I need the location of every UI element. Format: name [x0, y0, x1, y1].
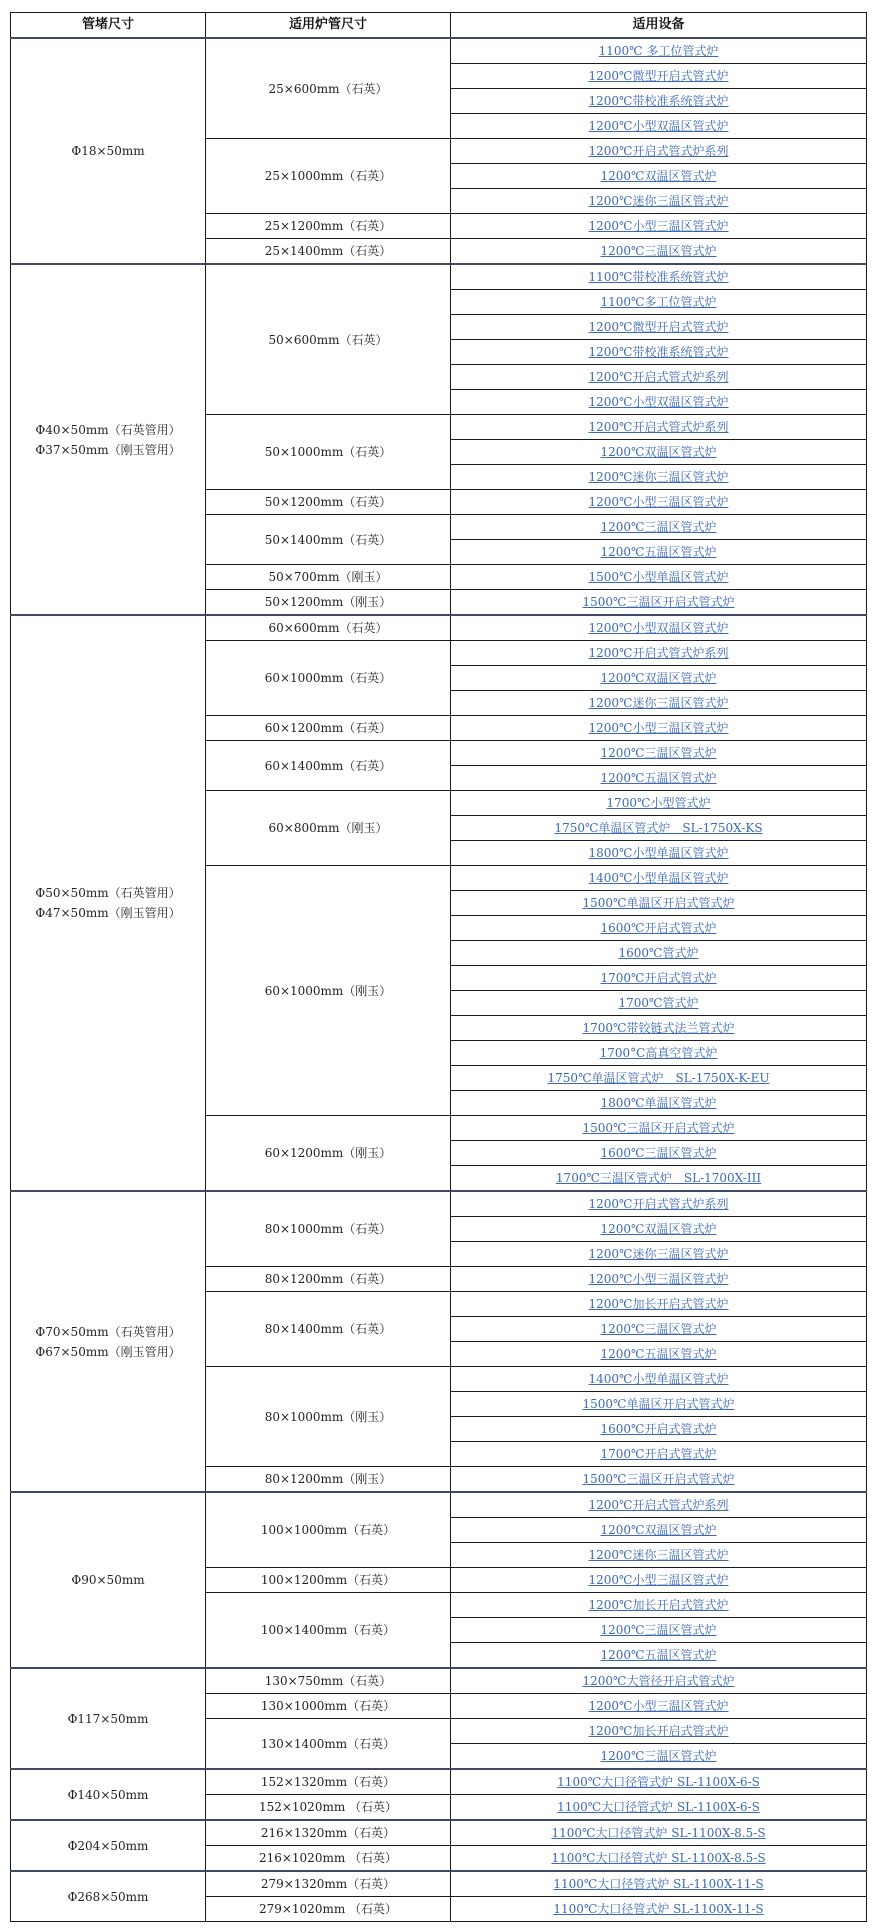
device-cell [451, 1066, 867, 1091]
table-row [11, 1668, 867, 1694]
device-link[interactable]: 1200℃双温区管式炉 [600, 445, 717, 459]
device-cell [451, 1141, 867, 1166]
device-cell [451, 691, 867, 716]
plug-size-label: Φ117×50mm [67, 1711, 149, 1726]
device-cell [451, 866, 867, 891]
device-cell [451, 766, 867, 791]
device-link[interactable]: 1700℃小型管式炉 [606, 796, 711, 810]
tube-size-cell: 80×1200mm（石英） [206, 1267, 451, 1292]
device-cell [451, 315, 867, 340]
tube-size-cell: 25×1200mm（石英） [206, 214, 451, 239]
device-link[interactable]: 1700°C高真空管式炉 [599, 1046, 718, 1060]
device-cell [451, 1041, 867, 1066]
device-cell [451, 816, 867, 841]
device-link[interactable]: 1400℃小型单温区管式炉 [588, 1372, 729, 1386]
tube-size-cell: 60×1000mm（刚玉） [206, 866, 451, 1116]
tube-size-cell: 50×1200mm（刚玉） [206, 590, 451, 616]
device-cell [451, 1217, 867, 1242]
device-link[interactable]: 1100℃大口径管式炉 SL-1100X-6-S [557, 1775, 760, 1789]
tube-size-cell: 100×1200mm（石英） [206, 1568, 451, 1593]
tube-size-cell: 130×1400mm（石英） [206, 1719, 451, 1770]
table-row [11, 264, 867, 290]
device-cell [451, 1643, 867, 1669]
tube-size-cell: 60×1200mm（刚玉） [206, 1116, 451, 1192]
device-cell [451, 1091, 867, 1116]
device-link[interactable]: 1600℃管式炉 [618, 946, 699, 960]
device-cell [451, 38, 867, 64]
device-cell [451, 1417, 867, 1442]
device-cell [451, 1897, 867, 1922]
device-link[interactable]: 1200℃开启式管式炉系列 [588, 370, 729, 384]
device-link[interactable]: 1500℃三温区开启式管式炉 [582, 1121, 735, 1135]
device-link[interactable]: 1200℃开启式管式炉系列 [588, 1197, 729, 1211]
compatibility-table [10, 12, 867, 1922]
tube-size-cell: 25×1400mm（石英） [206, 239, 451, 265]
tube-size-cell: 100×1000mm（石英） [206, 1492, 451, 1568]
device-cell [451, 1367, 867, 1392]
device-link[interactable]: 1200℃小型双温区管式炉 [588, 395, 729, 409]
device-link[interactable]: 1500℃单温区开启式管式炉 [582, 1397, 735, 1411]
device-cell [451, 615, 867, 641]
device-cell [451, 490, 867, 515]
device-cell [451, 1292, 867, 1317]
device-cell [451, 641, 867, 666]
device-cell [451, 1166, 867, 1192]
device-cell [451, 390, 867, 415]
device-link[interactable]: 1200℃开启式管式炉系列 [588, 646, 729, 660]
plug-size-cell [11, 1492, 206, 1668]
plug-size-cell [11, 1871, 206, 1922]
device-cell [451, 1744, 867, 1770]
device-cell [451, 716, 867, 741]
device-cell [451, 1317, 867, 1342]
tube-size-cell: 50×700mm（刚玉） [206, 565, 451, 590]
device-cell [451, 264, 867, 290]
device-link[interactable]: 1200℃三温区管式炉 [600, 1322, 717, 1336]
plug-size-cell [11, 38, 206, 264]
device-cell [451, 1518, 867, 1543]
device-link[interactable]: 1200℃带校准系统管式炉 [588, 94, 729, 108]
device-cell [451, 1392, 867, 1417]
device-cell [451, 741, 867, 766]
device-link[interactable]: 1200℃双温区管式炉 [600, 1523, 717, 1537]
tube-size-cell: 80×1200mm（刚玉） [206, 1467, 451, 1493]
tube-size-cell: 279×1320mm（石英） [206, 1871, 451, 1897]
tube-size-cell: 216×1320mm（石英） [206, 1820, 451, 1846]
tube-size-cell: 50×1200mm（石英） [206, 490, 451, 515]
device-link[interactable]: 1500℃小型单温区管式炉 [588, 570, 729, 584]
device-cell [451, 1016, 867, 1041]
device-cell [451, 1342, 867, 1367]
device-link[interactable]: 1200℃小型三温区管式炉 [588, 721, 729, 735]
device-cell [451, 941, 867, 966]
device-link[interactable]: 1200℃大管径开启式管式炉 [582, 1674, 735, 1688]
device-cell [451, 1795, 867, 1821]
plug-size-label: Φ37×50mm（刚玉管用） [35, 442, 181, 457]
device-cell [451, 415, 867, 440]
device-link[interactable]: 1100℃大口径管式炉 SL-1100X-11-S [553, 1877, 764, 1891]
table-body [11, 38, 867, 1922]
header-row [11, 13, 867, 39]
device-cell [451, 89, 867, 114]
device-cell [451, 590, 867, 616]
device-link[interactable]: 1200℃五温区管式炉 [600, 1648, 717, 1662]
device-cell [451, 841, 867, 866]
device-cell [451, 991, 867, 1016]
device-cell [451, 666, 867, 691]
device-link[interactable]: 1200℃带校准系统管式炉 [588, 345, 729, 359]
tube-size-cell: 279×1020mm （石英） [206, 1897, 451, 1922]
device-cell [451, 340, 867, 365]
plug-size-cell [11, 615, 206, 1191]
device-cell [451, 114, 867, 139]
device-link[interactable]: 1200℃双温区管式炉 [600, 671, 717, 685]
plug-size-cell [11, 1191, 206, 1492]
device-link[interactable]: 1500℃三温区开启式管式炉 [582, 1472, 735, 1486]
plug-size-label: Φ140×50mm [67, 1787, 149, 1802]
device-cell [451, 189, 867, 214]
device-cell [451, 1668, 867, 1694]
device-link[interactable]: 1200℃五温区管式炉 [600, 771, 717, 785]
tube-size-cell: 80×1000mm（刚玉） [206, 1367, 451, 1467]
device-cell [451, 791, 867, 816]
plug-size-cell [11, 1769, 206, 1820]
tube-size-cell: 130×1000mm（石英） [206, 1694, 451, 1719]
device-link[interactable]: 1200℃迷你三温区管式炉 [588, 194, 729, 208]
tube-size-cell: 25×600mm（石英） [206, 38, 451, 139]
device-link[interactable]: 1100℃带校准系统管式炉 [588, 270, 729, 284]
tube-size-cell: 216×1020mm （石英） [206, 1846, 451, 1872]
table-row [11, 1191, 867, 1217]
tube-size-cell: 60×800mm（刚玉） [206, 791, 451, 866]
device-link[interactable]: 1200℃小型三温区管式炉 [588, 1573, 729, 1587]
plug-size-label: Φ268×50mm [67, 1889, 149, 1904]
tube-size-cell: 60×600mm（石英） [206, 615, 451, 641]
device-link[interactable]: 1200℃开启式管式炉系列 [588, 1498, 729, 1512]
device-link[interactable]: 1800℃单温区管式炉 [600, 1096, 717, 1110]
device-cell [451, 565, 867, 590]
plug-size-cell [11, 264, 206, 615]
device-link[interactable]: 1750℃单温区管式炉 SL-1750X-K-EU [547, 1071, 770, 1085]
device-link[interactable]: 1700℃管式炉 [618, 996, 699, 1010]
device-cell [451, 239, 867, 265]
tube-size-cell: 60×1400mm（石英） [206, 741, 451, 791]
tube-size-cell: 50×1400mm（石英） [206, 515, 451, 565]
plug-size-label: Φ204×50mm [67, 1838, 149, 1853]
header-plug-size: 管堵尺寸 [11, 13, 206, 39]
plug-size-label: Φ67×50mm（刚玉管用） [35, 1344, 181, 1359]
table-row [11, 1492, 867, 1518]
device-cell [451, 214, 867, 239]
header-devices: 适用设备 [451, 13, 867, 39]
table-row [11, 615, 867, 641]
device-link[interactable]: 1500℃单温区开启式管式炉 [582, 896, 735, 910]
tube-size-cell: 50×600mm（石英） [206, 264, 451, 415]
plug-size-cell [11, 1668, 206, 1769]
device-link[interactable]: 1200℃小型三温区管式炉 [588, 1272, 729, 1286]
device-cell [451, 1492, 867, 1518]
plug-size-label: Φ90×50mm [71, 1573, 145, 1587]
device-cell [451, 540, 867, 565]
device-link[interactable]: 1200℃小型三温区管式炉 [588, 1699, 729, 1713]
device-cell [451, 1568, 867, 1593]
device-link[interactable]: 1200℃微型开启式管式炉 [588, 69, 729, 83]
tube-size-cell: 60×1200mm（石英） [206, 716, 451, 741]
device-cell [451, 1267, 867, 1292]
device-cell [451, 1820, 867, 1846]
device-link[interactable]: 1750℃单温区管式炉 SL-1750X-KS [554, 821, 763, 835]
device-cell [451, 1846, 867, 1872]
device-link[interactable]: 1200℃小型双温区管式炉 [588, 621, 729, 635]
tube-size-cell: 25×1000mm（石英） [206, 139, 451, 214]
header-tube-size: 适用炉管尺寸 [206, 13, 451, 39]
device-cell [451, 1719, 867, 1744]
device-link[interactable]: 1200℃三温区管式炉 [600, 244, 717, 258]
device-cell [451, 64, 867, 89]
device-link[interactable]: 1200℃微型开启式管式炉 [588, 320, 729, 334]
device-link[interactable]: 1200℃迷你三温区管式炉 [588, 1548, 729, 1562]
device-cell [451, 1467, 867, 1493]
device-cell [451, 1618, 867, 1643]
device-link[interactable]: 1100℃ 多工位管式炉 [598, 44, 719, 58]
device-link[interactable]: 1200℃开启式管式炉系列 [588, 420, 729, 434]
device-link[interactable]: 1700℃开启式管式炉 [600, 971, 717, 985]
device-link[interactable]: 1200℃迷你三温区管式炉 [588, 470, 729, 484]
device-cell [451, 966, 867, 991]
device-cell [451, 1442, 867, 1467]
device-link[interactable]: 1200℃开启式管式炉系列 [588, 144, 729, 158]
device-cell [451, 164, 867, 189]
device-link[interactable]: 1400℃小型单温区管式炉 [588, 871, 729, 885]
device-cell [451, 1242, 867, 1267]
device-link[interactable]: 1100℃大口径管式炉 SL-1100X-8.5-S [551, 1851, 766, 1865]
device-link[interactable]: 1800℃小型单温区管式炉 [588, 846, 729, 860]
device-link[interactable]: 1600℃开启式管式炉 [600, 921, 717, 935]
device-link[interactable]: 1200℃小型三温区管式炉 [588, 495, 729, 509]
tube-size-cell: 50×1000mm（石英） [206, 415, 451, 490]
device-cell [451, 891, 867, 916]
device-cell [451, 440, 867, 465]
device-link[interactable]: 1200℃迷你三温区管式炉 [588, 1247, 729, 1261]
plug-size-cell [11, 1820, 206, 1871]
plug-size-label: Φ50×50mm（石英管用） [35, 886, 181, 900]
device-cell [451, 515, 867, 540]
device-link[interactable]: 1600℃三温区管式炉 [600, 1146, 717, 1160]
device-link[interactable]: 1200℃双温区管式炉 [600, 169, 717, 183]
device-link[interactable]: 1200℃三温区管式炉 [600, 1623, 717, 1637]
device-link[interactable]: 1700℃三温区管式炉 SL-1700X-III [555, 1171, 762, 1185]
device-link[interactable]: 1200℃小型双温区管式炉 [588, 119, 729, 133]
device-link[interactable]: 1200℃五温区管式炉 [600, 545, 717, 559]
device-link[interactable]: 1700℃开启式管式炉 [600, 1447, 717, 1461]
device-link[interactable]: 1200℃加长开启式管式炉 [588, 1724, 729, 1738]
plug-size-label: Φ40×50mm（石英管用） [35, 422, 181, 437]
table-row [11, 1769, 867, 1795]
device-link[interactable]: 1200℃五温区管式炉 [600, 1347, 717, 1361]
tube-size-cell: 130×750mm（石英） [206, 1668, 451, 1694]
device-link[interactable]: 1100℃大口径管式炉 SL-1100X-11-S [553, 1902, 764, 1916]
device-cell [451, 365, 867, 390]
device-link[interactable]: 1200℃迷你三温区管式炉 [588, 696, 729, 710]
device-cell [451, 1593, 867, 1618]
plug-size-label: Φ18×50mm [71, 144, 145, 158]
tube-size-cell: 80×1400mm（石英） [206, 1292, 451, 1367]
tube-size-cell: 60×1000mm（石英） [206, 641, 451, 716]
device-link[interactable]: 1200℃三温区管式炉 [600, 746, 717, 760]
device-link[interactable]: 1100℃大口径管式炉 SL-1100X-6-S [557, 1800, 760, 1814]
device-link[interactable]: 1600℃开启式管式炉 [600, 1422, 717, 1436]
device-link[interactable]: 1700℃带铰链式法兰管式炉 [582, 1021, 735, 1035]
device-cell [451, 1116, 867, 1141]
device-cell [451, 1694, 867, 1719]
device-link[interactable]: 1200℃小型三温区管式炉 [588, 219, 729, 233]
tube-size-cell: 152×1020mm （石英） [206, 1795, 451, 1821]
device-link[interactable]: 1200℃加长开启式管式炉 [588, 1297, 729, 1311]
plug-size-label: Φ70×50mm（石英管用） [35, 1324, 181, 1339]
device-link[interactable]: 1100℃多工位管式炉 [600, 295, 717, 309]
device-link[interactable]: 1100℃大口径管式炉 SL-1100X-8.5-S [551, 1826, 766, 1840]
table-row [11, 1871, 867, 1897]
table-row [11, 1820, 867, 1846]
tube-size-cell: 152×1320mm（石英） [206, 1769, 451, 1795]
device-cell [451, 1543, 867, 1568]
device-cell [451, 465, 867, 490]
device-cell [451, 1871, 867, 1897]
device-link[interactable]: 1200℃双温区管式炉 [600, 1222, 717, 1236]
device-cell [451, 139, 867, 164]
tube-size-cell: 80×1000mm（石英） [206, 1191, 451, 1267]
device-cell [451, 290, 867, 315]
tube-size-cell: 100×1400mm（石英） [206, 1593, 451, 1669]
device-cell [451, 916, 867, 941]
plug-size-label: Φ47×50mm（刚玉管用） [35, 906, 181, 920]
table-row [11, 38, 867, 64]
device-cell [451, 1769, 867, 1795]
device-link[interactable]: 1200℃加长开启式管式炉 [588, 1598, 729, 1612]
device-link[interactable]: 1200℃三温区管式炉 [600, 520, 717, 534]
device-cell [451, 1191, 867, 1217]
device-link[interactable]: 1500℃三温区开启式管式炉 [582, 595, 735, 609]
device-link[interactable]: 1200℃三温区管式炉 [600, 1749, 717, 1763]
